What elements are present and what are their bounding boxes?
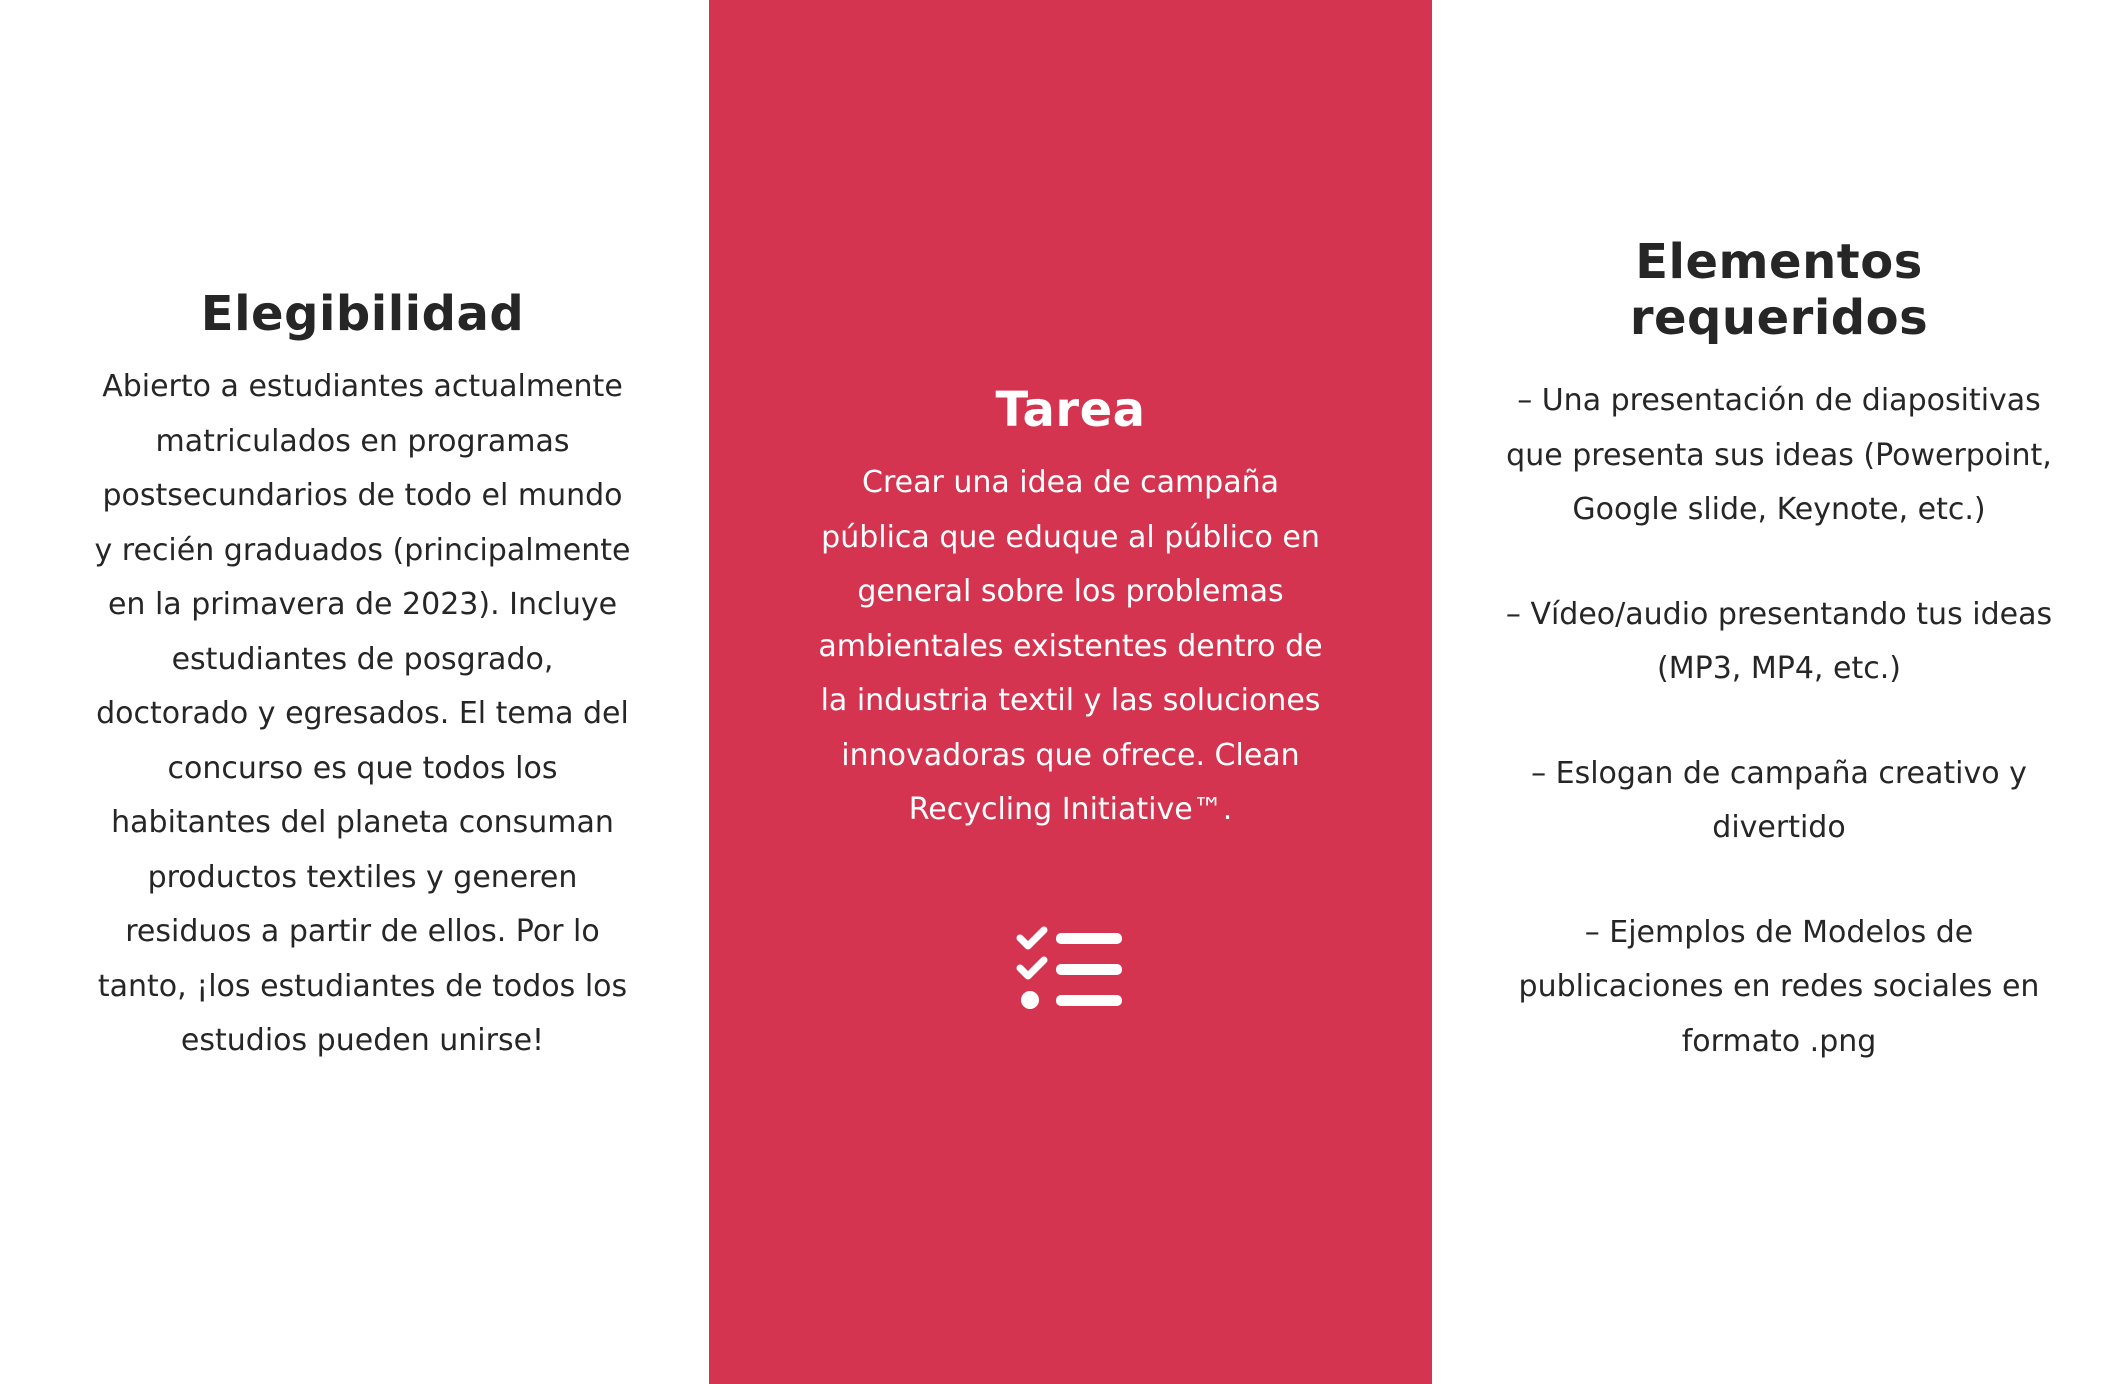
required-item-social: – Ejemplos de Modelos de publicaciones en redes sociales en formato .png bbox=[1518, 914, 2040, 1059]
required-title: Elementos requeridos bbox=[1629, 234, 1929, 346]
task-title: Tarea bbox=[995, 382, 1146, 438]
task-column bbox=[709, 0, 1432, 1384]
checklist-icon bbox=[1016, 924, 1126, 1010]
required-item-video: – Vídeo/audio presentando tus ideas (MP3, MP4, etc.) bbox=[1505, 596, 2053, 686]
eligibility-column bbox=[0, 0, 709, 1384]
eligibility-body: Abierto a estudiantes actualmente matriculados en programas postsecundarios de todo el mundo y recién graduados (principalmente en la primavera de 2023). Incluye estudiantes de posgrado, doctorado y egresados. El tema del concurso es que todos los habitantes del planeta consuman productos textiles y generen residuos a partir de ellos. Por lo tanto, ¡los estudiantes de todos los estudios pueden unirse! bbox=[94, 369, 631, 1058]
required-list bbox=[1489, 374, 2069, 1119]
task-body: Crear una idea de campaña pública que eduque al público en general sobre los problemas ambientales existentes dentro de la industria textil y las soluciones innovadoras que ofrece. Clean Recycling Initiative™. bbox=[818, 465, 1323, 827]
eligibility-title: Elegibilidad bbox=[200, 286, 525, 342]
required-item-slogan: – Eslogan de campaña creativo y divertido bbox=[1531, 755, 2027, 845]
required-item-slides: – Una presentación de diapositivas que presenta sus ideas (Powerpoint, Google slide, Keynote, etc.) bbox=[1506, 383, 2052, 527]
required-column bbox=[1432, 0, 2116, 1384]
